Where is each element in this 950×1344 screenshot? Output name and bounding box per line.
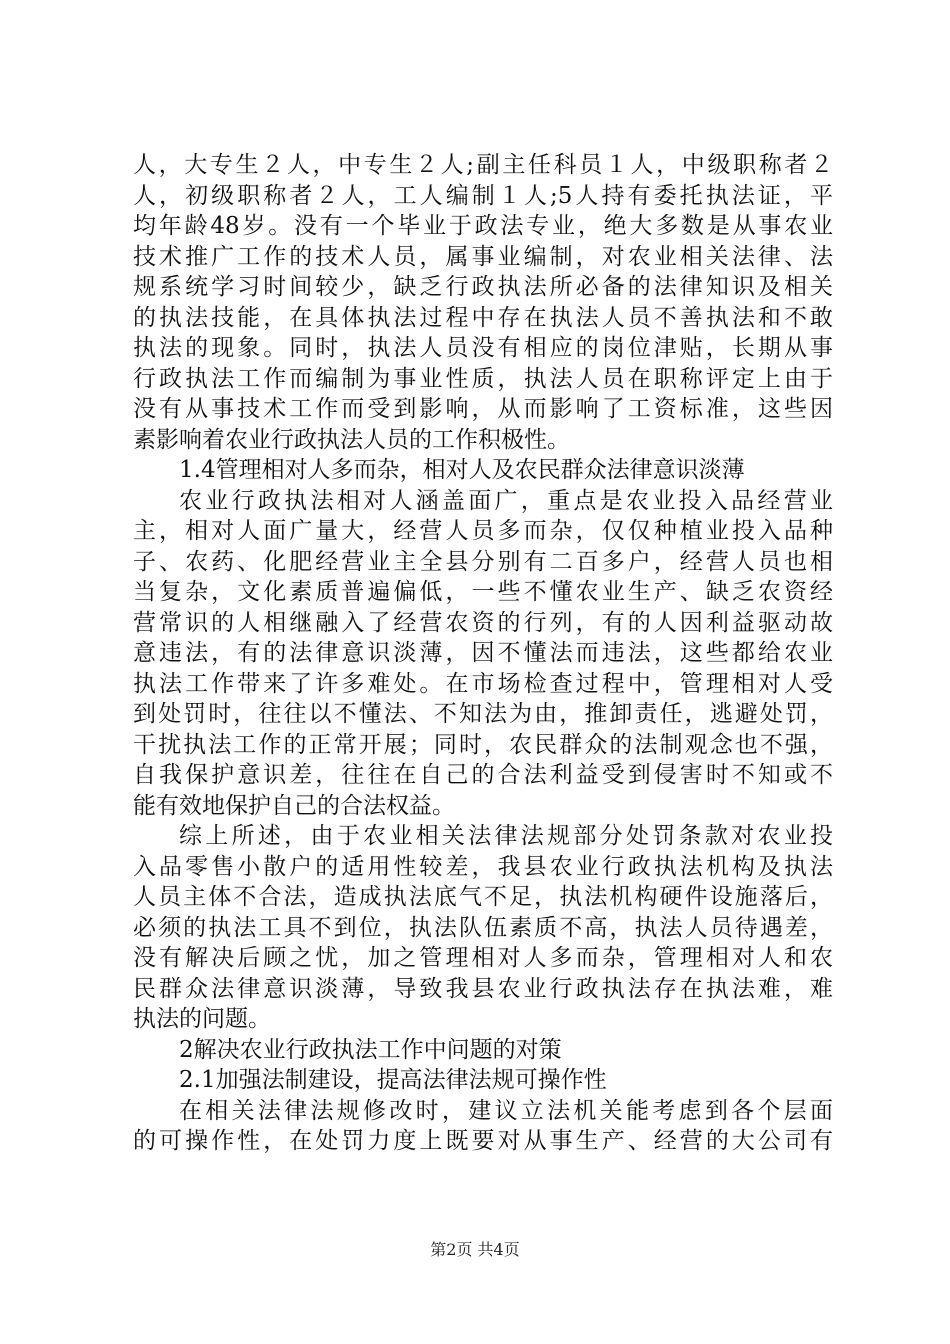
- text-line: 当复杂，文化素质普遍偏低，一些不懂农业生产、缺乏农资经: [133, 579, 833, 605]
- text-line: 1.4管理相对人多而杂，相对人及农民群众法律意识淡薄: [179, 457, 745, 483]
- text-line: 到处罚时，往往以不懂法、不知法为由，推卸责任，逃避处罚，: [133, 701, 833, 727]
- document-body: [133, 150, 833, 1157]
- text-line: 入品零售小散户的适用性较差，我县农业行政执法机构及执法: [133, 853, 833, 880]
- text-line: 意违法，有的法律意识淡薄，因不懂法而违法，这些都给农业: [133, 640, 833, 666]
- text-line: 主，相对人面广量大，经营人员多而杂，仅仅种植业投入品种: [133, 518, 833, 544]
- text-line: 素影响着农业行政执法人员的工作积极性。: [133, 426, 570, 453]
- text-line: 均年龄48岁。没有一个毕业于政法专业，绝大多数是从事农业: [133, 213, 833, 239]
- text-line: 执法的问题。: [133, 1006, 271, 1032]
- text-line: 没有解决后顾之忧，加之管理相对人多而杂，管理相对人和农: [133, 945, 833, 971]
- text-line: 规系统学习时间较少，缺乏行政执法所必备的法律知识及相关: [133, 274, 833, 300]
- text-line: 的执法技能，在具体执法过程中存在执法人员不善执法和不敢: [133, 304, 833, 331]
- text-line: 行政执法工作而编制为事业性质，执法人员在职称评定上由于: [133, 365, 833, 392]
- text-line: 营常识的人相继融入了经营农资的行列，有的人因利益驱动故: [133, 609, 833, 636]
- text-line: 人，初级职称者２人，工人编制１人;5人持有委托执法证，平: [133, 182, 833, 209]
- text-line: 综上所述，由于农业相关法律法规部分处罚条款对农业投: [179, 823, 833, 849]
- text-line: 农业行政执法相对人涵盖面广，重点是农业投入品经营业: [179, 487, 833, 514]
- text-line: 2.1加强法制建设，提高法律法规可操作性: [179, 1067, 607, 1093]
- text-line: 人，大专生２人，中专生２人;副主任科员１人，中级职称者２: [133, 152, 833, 178]
- text-line: 干扰执法工作的正常开展；同时，农民群众的法制观念也不强，: [133, 731, 833, 758]
- text-line: 2解决农业行政执法工作中问题的对策: [179, 1036, 562, 1063]
- text-line: 在相关法律法规修改时，建议立法机关能考虑到各个层面: [179, 1097, 833, 1124]
- text-line: 民群众法律意识淡薄，导致我县农业行政执法存在执法难，难: [133, 975, 833, 1002]
- text-line: 执法的现象。同时，执法人员没有相应的岗位津贴，长期从事: [133, 335, 833, 361]
- text-line: 自我保护意识差，往往在自己的合法利益受到侵害时不知或不: [133, 762, 833, 788]
- page-footer: [0, 1240, 950, 1260]
- text-line: 执法工作带来了许多难处。在市场检查过程中，管理相对人受: [133, 670, 833, 697]
- text-line: 必须的执法工具不到位，执法队伍素质不高，执法人员待遇差，: [133, 914, 833, 941]
- text-line: 技术推广工作的技术人员，属事业编制，对农业相关法律、法: [133, 243, 833, 270]
- text-line: 的可操作性，在处罚力度上既要对从事生产、经营的大公司有: [133, 1128, 833, 1154]
- text-line: 人员主体不合法，造成执法底气不足，执法机构硬件设施落后，: [133, 884, 833, 910]
- text-line: 子、农药、化肥经营业主全县分别有二百多户，经营人员也相: [133, 548, 833, 575]
- page-number-label: 第2页 共4页: [430, 1240, 520, 1259]
- text-line: 没有从事技术工作而受到影响，从而影响了工资标准，这些因: [133, 396, 833, 422]
- text-line: 能有效地保护自己的合法权益。: [133, 792, 455, 819]
